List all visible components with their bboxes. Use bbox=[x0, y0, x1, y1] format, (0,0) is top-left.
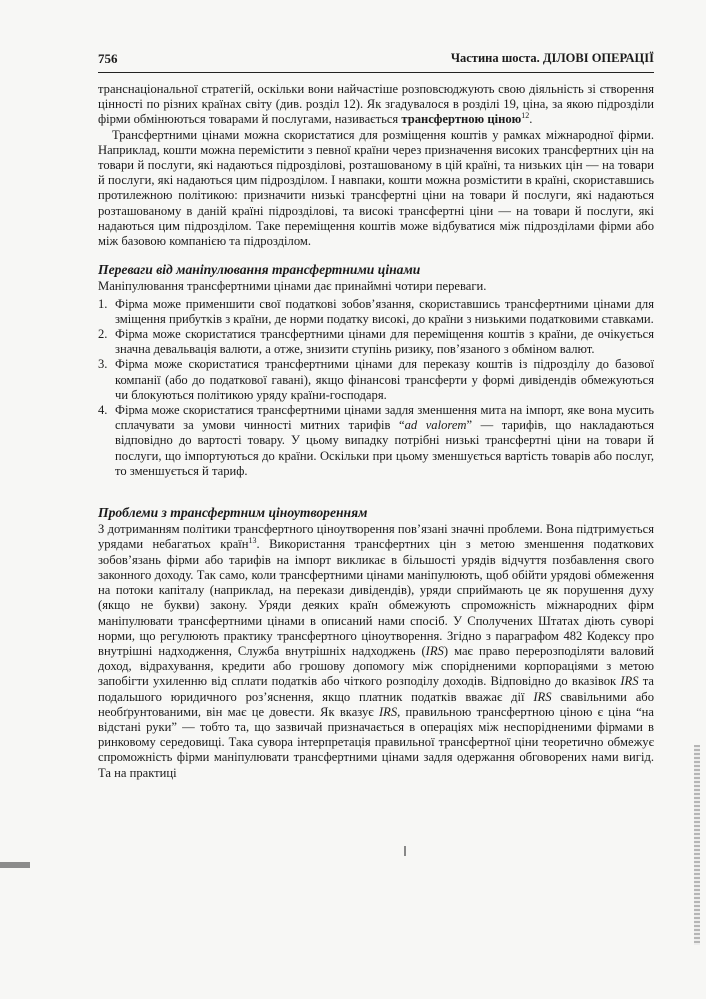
term-ad-valorem: ad valorem bbox=[404, 418, 467, 433]
list-item: 1. Фірма може применшити свої податкові зобов’язання, скориставшись трансфертними цінами для зміщення прибутків з країни, де норми податку високі, до країни з низькими податковими ставками. bbox=[98, 296, 654, 326]
term-transfer-price: трансфертною ціною bbox=[401, 112, 522, 127]
scan-corner-artifact bbox=[0, 862, 30, 868]
header-rule bbox=[98, 72, 654, 73]
abbr-irs: IRS bbox=[378, 704, 398, 719]
footnote-ref-13: 13 bbox=[248, 536, 257, 546]
body-text bbox=[98, 82, 654, 781]
section-heading-problems: Проблеми з трансфертним ціноутворенням bbox=[98, 505, 368, 521]
footnote-ref-12: 12 bbox=[521, 111, 530, 121]
paragraph-intro-2: Трансфертними цінами можна скористатися для розміщення коштів у рамках міжнародної фірми. Наприклад, кошти можна перемістити з певної країни через призначення високих трансфертних цін на товари й послуги, які надаються підрозділові, розташованому в цій країні, та низьких цін — на товари й послуги, які надаються цим підрозділом. І навпаки, кошти можна розмістити в країні, скориставшись протилежною політикою: призначити низькі трансфертні ціни на товари й послуги, які надаються розташованому в даній країні підрозділові, та високі трансфертні ціни — на товари й послуги, які надаються цим підрозділом. Таке переміщення коштів може відбуватися між підрозділами фірми або між базовою компанією та підрозділом. bbox=[98, 127, 654, 249]
abbr-irs: IRS bbox=[533, 689, 552, 704]
page-header bbox=[98, 49, 654, 71]
abbr-irs: IRS bbox=[620, 674, 639, 689]
abbr-irs: IRS bbox=[425, 643, 444, 658]
list-item: 2. Фірма може скористатися трансфертними цінами для переміщення коштів з країни, де очікується значна девальвація валюти, а отже, знизити ступінь ризику, пов’язаного з обміном валют. bbox=[98, 327, 654, 357]
list-item: 4. Фірма може скористатися трансфертними цінами задля зменшення мита на імпорт, яке вона мусить сплачувати за умови чинності митних тарифів “ad valorem” — тарифів, що накладаються відповідно до вартості товару. У цьому випадку потрібні низькі трансфертні ціни на товари й послуги, що імпортуються до країни. Оскільки при цьому зменшується вартість товарів або послуг, то зменшується й тариф. bbox=[98, 403, 654, 478]
paragraph-intro-1: транснаціональної стратегій, оскільки вони найчастіше розповсюджують свою діяльність зі створення цінності по різних країнах світу (див. розділ 12). Як згадувалося в розділі 19, ціна, за якою підрозділи фірми обмінюються товарами й послугами, називається трансфертною ціною$^{12}$. bbox=[98, 82, 654, 127]
scan-edge-artifact bbox=[694, 745, 700, 945]
scan-mark-artifact bbox=[404, 846, 406, 856]
running-title: Частина шоста. ДІЛОВІ ОПЕРАЦІЇ bbox=[450, 51, 654, 65]
paragraph-problems: З дотриманням політики трансфертного ціноутворення пов’язані значні проблеми. Вона підтримується урядами небагатьох країн$^{13}$. Використання трансфертних цін з метою зменшення податкових зобов’язань фірми або тарифів на імпорт викликає в більшості урядів відчуття позбавлення свого законного доходу. Так само, коли трансфертними цінами маніпулюють, щоб обійти урядові обмеження на потоки капіталу (наприклад, на перекази дивідендів), уряди сприймають це як порушення духу (якщо не букви) закону. Уряди деяких країн обмежують спроможність міжнародних фірм маніпулювати трансфертними цінами в описаний нами спосіб. У Сполучених Штатах діють суворі норми, що регулюють практику трансфертного ціноутворення. Згідно з параграфом 482 Кодексу про внутрішні надходження, Служба внутрішніх надходжень (IRS) має право перерозподіляти валовий доход, відрахування, кредити або грошову допомогу між спорідненими корпораціями з метою запобігти ухиленню від сплати податків або чіткого розподілу доходів. Відповідно до вказівок IRS та подальшого юридичного роз’яснення, якщо платник податків вважає дії IRS свавільними або необґрунтованими, він має це довести. Як вказує IRS, правильною трансфертною ціною є ціна “на відстані руки” — тобто та, що зазвичай призначається в операціях між неспорідненими фірмами в ринковому середовищі. Така сувора інтерпретація правильної трансфертної ціни теоретично обмежує спроможність фірми маніпулювати трансфертними цінами задля одержання обговорених нами вигід. Та на практиці bbox=[98, 522, 654, 780]
advantages-list bbox=[98, 297, 654, 479]
page-number: 756 bbox=[98, 51, 118, 66]
section-intro-advantages: Маніпулювання трансфертними цінами дає принаймні чотири переваги. bbox=[98, 279, 487, 294]
section-heading-advantages: Переваги від маніпулювання трансфертними цінами bbox=[98, 262, 421, 278]
list-item: 3. Фірма може скористатися трансфертними цінами для переказу коштів із підрозділу до базової компанії (або до податкової гавані), якщо фінансові трансферти у формі дивідендів обмежуються чи блокуються політикою уряду країни-господаря. bbox=[98, 357, 654, 402]
